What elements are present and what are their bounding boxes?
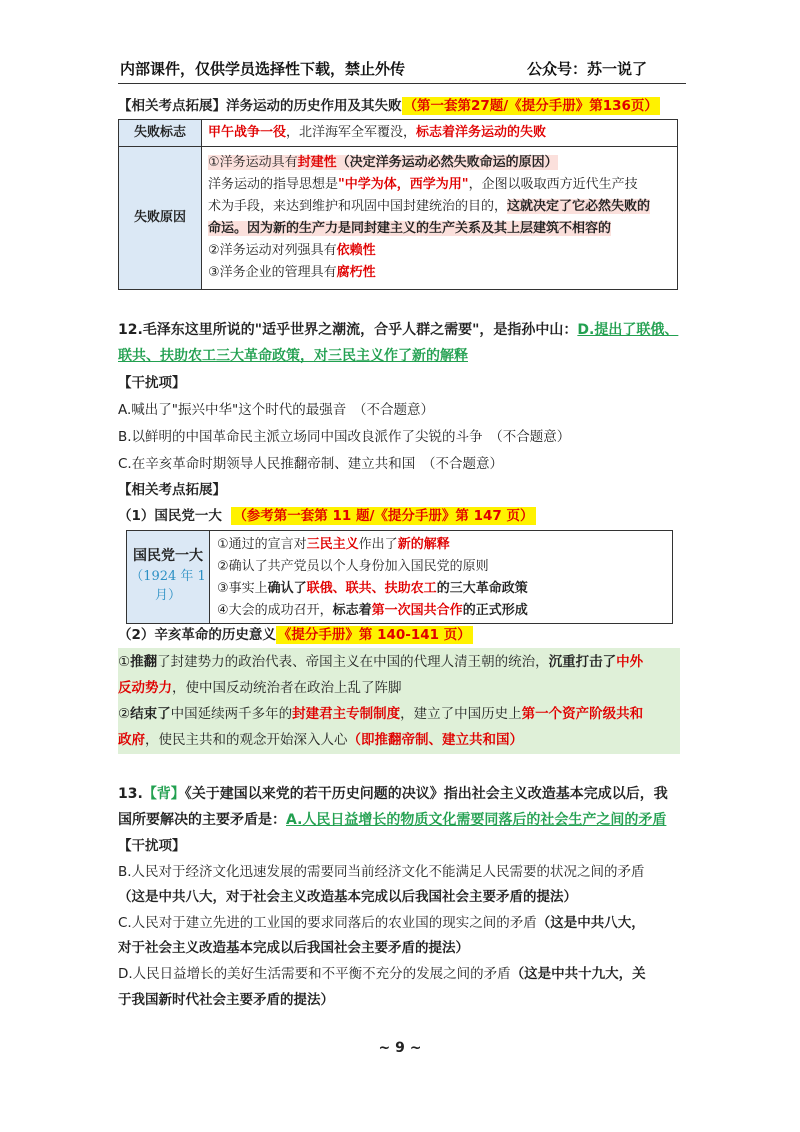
text-bold: （决定洋务运动必然失败命运的原因） xyxy=(336,155,558,170)
text-plain: ③洋务企业的管理具有 xyxy=(208,265,337,280)
header-divider xyxy=(118,83,686,84)
text-plain: D.人民日益增长的美好生活需要和不平衡不充分的发展之间的矛盾 xyxy=(118,966,511,982)
kmt-label-cell xyxy=(127,531,210,623)
reason-line-3 xyxy=(208,196,671,218)
text-red: 新的解释 xyxy=(397,537,450,552)
q12-distract-heading: 【干扰项】 xyxy=(118,375,186,391)
xinhai-line-3 xyxy=(118,704,643,724)
text-bold: 确认了 xyxy=(267,581,307,596)
s1-ref: （第一套第27题/《提分手册》第136页） xyxy=(403,98,658,114)
table-row xyxy=(119,120,678,147)
q12-option-c: C.在辛亥革命时期领导人民推翻帝制、建立共和国 （不合题意） xyxy=(118,456,503,472)
text-red: 政府 xyxy=(118,732,145,748)
row-label-failure-reason: 失败原因 xyxy=(119,147,202,290)
q12-sub2 xyxy=(118,625,473,645)
kmt-label: 国民党一大 xyxy=(133,548,203,564)
text-red: 标志着洋务运动的失败 xyxy=(416,125,547,140)
q13-stem-cont: 国所要解决的主要矛盾是： xyxy=(118,812,286,828)
kmt-congress-table xyxy=(126,530,673,624)
q12-answer-cont: 联共、扶助农工三大革命政策，对三民主义作了新的解释 xyxy=(118,348,468,364)
text-red: 甲午战争一役 xyxy=(208,125,287,140)
failure-table xyxy=(118,119,678,290)
reason-line-4 xyxy=(208,218,671,240)
text-red: （即推翻帝制、建立共和国） xyxy=(347,732,523,748)
text-plain: ②洋务运动对列强具有 xyxy=(208,243,337,258)
text-bold: 的正式形成 xyxy=(462,603,528,618)
page-number: ~ 9 ~ xyxy=(378,1040,422,1056)
text-plain: ③事实上 xyxy=(217,581,268,596)
text-plain: ② xyxy=(118,706,131,722)
q13-answer: A.人民日益增长的物质文化需要同落后的社会生产之间的矛盾 xyxy=(286,812,667,828)
text-bold: 推翻 xyxy=(130,654,158,670)
text-bold: （这是中共八大， xyxy=(536,915,645,931)
text-bold: 结束了 xyxy=(130,706,171,722)
q13-tag: 【背】 xyxy=(142,786,185,802)
failure-mark-cell xyxy=(202,120,678,147)
sub2-title: （2）辛亥革命的历史意义 xyxy=(118,627,276,643)
xinhai-line-2 xyxy=(118,678,402,698)
text-plain: ，使中国反动统治者在政治上乱了阵脚 xyxy=(172,680,402,696)
text-red: 三民主义 xyxy=(306,537,359,552)
q12-stem: 12.毛泽东这里所说的"适乎世界之潮流，合乎人群之需要"，是指孙中山： xyxy=(118,322,578,338)
text-plain: C.人民对于建立先进的工业国的要求同落后的农业国的现实之间的矛盾 xyxy=(118,915,537,931)
xinhai-line-1 xyxy=(118,652,643,672)
q12-option-b: B.以鲜明的中国革命民主派立场同中国改良派作了尖锐的斗争 （不合题意） xyxy=(118,429,571,445)
text-plain: ①洋务运动具有 xyxy=(208,155,298,170)
q12-stem-line-2 xyxy=(118,346,468,366)
q13-option-d xyxy=(118,964,646,984)
reason-line-1 xyxy=(208,152,671,174)
sub1-ref: （参考第一套第 11 题/《提分手册》第 147 页） xyxy=(233,508,534,524)
kmt-row-3 xyxy=(217,577,528,596)
text-plain: ，使民主共和的观念开始深入人心 xyxy=(145,732,348,748)
q12-sub1 xyxy=(118,506,536,526)
reason-line-6 xyxy=(208,262,671,284)
text-red: 封建性 xyxy=(297,155,337,170)
text-plain: 作出了 xyxy=(358,537,398,552)
text-red: 封建君主专制制度 xyxy=(292,706,401,722)
q12-stem-line-1 xyxy=(118,320,678,340)
q12-option-a: A.喊出了"振兴中华"这个时代的最强音 （不合题意） xyxy=(118,402,434,418)
kmt-year: （1924 年 1 xyxy=(130,569,206,584)
text-plain: ④大会的成功召开， xyxy=(217,603,333,618)
q13-stem-line-1 xyxy=(118,784,668,804)
text-plain: ，建立了中国历史上 xyxy=(400,706,522,722)
sub1-title: （1）国民党一大 xyxy=(118,508,222,524)
text-red: 腐朽性 xyxy=(336,265,376,280)
q13-stem: 《关于建国以来党的若干历史问题的决议》指出社会主义改造基本完成以后，我 xyxy=(184,786,668,802)
text-bold: （这是中共十九大，关 xyxy=(510,966,646,982)
text-red: 依赖性 xyxy=(336,243,376,258)
text-bold: 标志着 xyxy=(332,603,372,618)
s1-title: 【相关考点拓展】洋务运动的历史作用及其失败 xyxy=(118,98,402,114)
failure-reason-cell xyxy=(202,147,678,290)
row-label-failure-mark: 失败标志 xyxy=(119,120,202,147)
text-plain: ，企图以吸取西方近代生产技 xyxy=(468,177,638,192)
text-red: 第一次国共合作 xyxy=(371,603,463,618)
text-red: 反动势力 xyxy=(118,680,172,696)
q13-option-b-note: （这是中共八大，对于社会主义改造基本完成以后我国社会主要矛盾的提法） xyxy=(118,889,577,905)
kmt-year-cont: 月） xyxy=(154,588,181,603)
text-bold: 命运。因为新的生产力是同封建主义的生产关系及其上层建筑不相容的 xyxy=(208,221,612,236)
text-plain: ，北洋海军全军覆没， xyxy=(286,125,417,140)
text-bold: 这就决定了它必然失败的 xyxy=(507,199,651,214)
q13-option-b: B.人民对于经济文化迅速发展的需要同当前经济文化不能满足人民需要的状况之间的矛盾 xyxy=(118,864,645,880)
q13-stem-line-2 xyxy=(118,810,666,830)
s1-heading xyxy=(118,96,660,116)
q12-answer: D.提出了联俄、 xyxy=(577,322,679,338)
text-plain: 中国延续两千多年的 xyxy=(170,706,293,722)
text-plain: 了封建势力的政治代表、帝国主义在中国的代理人清王朝的统治， xyxy=(157,654,549,670)
reason-line-5 xyxy=(208,240,671,262)
text-red: 中外 xyxy=(616,654,644,670)
text-red: 联俄、联共、扶助农工 xyxy=(306,581,437,596)
xinhai-line-4 xyxy=(118,730,523,750)
q13-number: 13. xyxy=(118,786,143,802)
header-notice: 内部课件，仅供学员选择性下载，禁止外传 xyxy=(120,60,406,78)
q13-distract-heading: 【干扰项】 xyxy=(118,838,186,854)
text-plain: 洋务运动的指导思想是 xyxy=(208,177,339,192)
kmt-row-4 xyxy=(217,599,528,618)
kmt-row-1 xyxy=(217,533,450,552)
table-row xyxy=(119,147,678,290)
kmt-row-2: ②确认了共产党员以个人身份加入国民党的原则 xyxy=(217,559,489,574)
text-plain: 术为手段，来达到维护和巩固中国封建统治的目的， xyxy=(208,199,508,214)
text-plain: ① xyxy=(118,654,131,670)
text-bold: 沉重打击了 xyxy=(548,654,617,670)
q13-option-c-note: 对于社会主义改造基本完成以后我国社会主要矛盾的提法） xyxy=(118,940,469,956)
header-account: 公众号：苏一说了 xyxy=(527,60,648,78)
text-plain: ①通过的宣言对 xyxy=(217,537,307,552)
q12-ext-heading: 【相关考点拓展】 xyxy=(118,482,226,498)
text-bold: 的三大革命政策 xyxy=(436,581,528,596)
text-red: "中学为体，西学为用" xyxy=(338,177,469,192)
q13-option-d-note: 于我国新时代社会主要矛盾的提法） xyxy=(118,992,334,1008)
text-red: 第一个资产阶级共和 xyxy=(521,706,644,722)
reason-line-2 xyxy=(208,174,671,196)
q13-option-c xyxy=(118,913,645,933)
sub2-ref: 《提分手册》第 140-141 页） xyxy=(277,627,471,643)
